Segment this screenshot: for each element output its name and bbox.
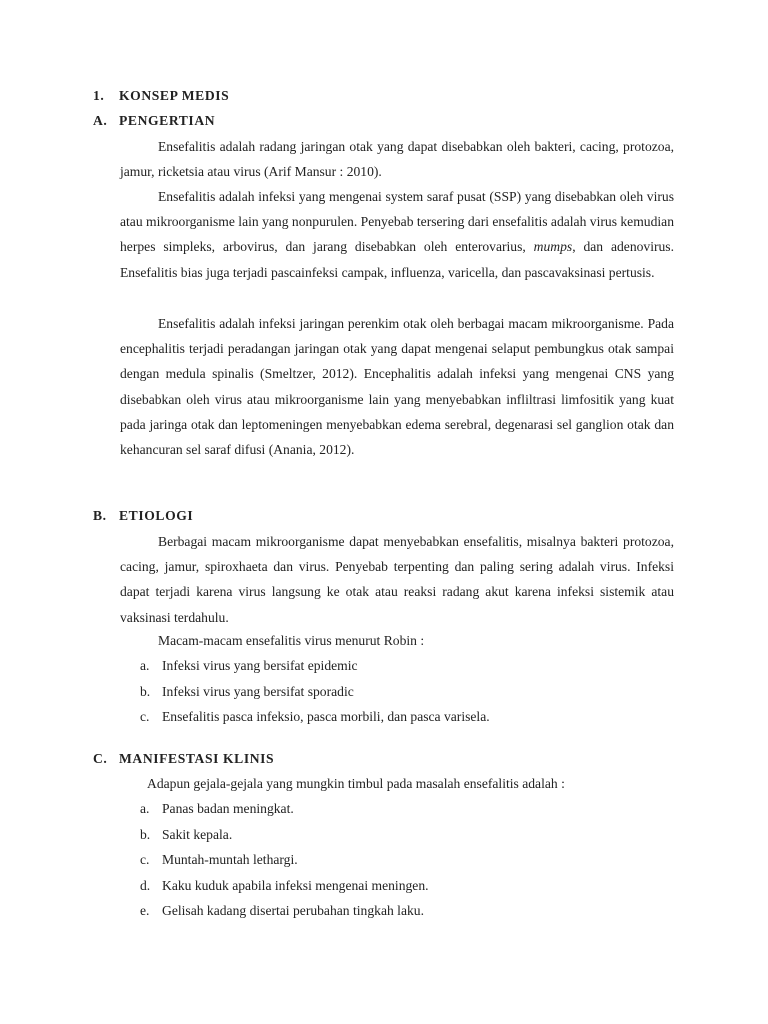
list-item: a. Panas badan meningkat. <box>140 801 294 816</box>
section-b-heading <box>93 508 193 524</box>
pengertian-paragraph-2: Ensefalitis adalah infeksi yang mengenai system saraf pusat (SSP) yang disebabkan oleh virus atau mikroorganisme lain yang nonpurulen. Penyebab tersering dari ensefalitis adalah virus kemudian herpes simpleks, arbovirus, dan jarang disebabkan oleh enterovarius, mumps, dan adenovirus. Ensefalitis bias juga terjadi pascainfeksi campak, influenza, varicella, dan pascavaksinasi pertusis. <box>120 189 674 280</box>
list-item: b. Sakit kepala. <box>140 827 233 842</box>
pengertian-paragraph-3: Ensefalitis adalah infeksi jaringan perenkim otak oleh berbagai macam mikroorganisme. Pada encephalitis terjadi peradangan jaringan otak yang dapat mengenai selaput pembungkus otak sampai dengan medula spinalis (Smeltzer, 2012). Encephalitis adalah infeksi yang mengenai CNS yang disebabkan oleh virus atau mikroorganisme lain yang menyebabkan infliltrasi limfositik yang kuat pada jaringa otak dan leptomeningen menyebabkan edema serebral, degenarasi sel ganglion otak dan kehancuran sel saraf difusi (Anania, 2012). <box>120 316 674 458</box>
list-item: c. Muntah-muntah lethargi. <box>140 852 298 867</box>
italic-term: mumps <box>533 239 573 255</box>
section-title: PENGERTIAN <box>119 113 216 128</box>
section-1-heading <box>93 88 229 104</box>
list-item: d. Kaku kuduk apabila infeksi mengenai meningen. <box>140 878 429 893</box>
section-number: 1. <box>93 88 105 103</box>
section-letter: C. <box>93 751 108 766</box>
list-item: c. Ensefalitis pasca infeksio, pasca morbili, dan pasca varisela. <box>140 709 490 724</box>
section-a-heading <box>93 113 215 129</box>
pengertian-paragraph-1: Ensefalitis adalah radang jaringan otak yang dapat disebabkan oleh bakteri, cacing, protozoa, jamur, ricketsia atau virus (Arif Mansur : 2010). <box>120 139 674 180</box>
section-title: ETIOLOGI <box>119 508 194 523</box>
list-item: b. Infeksi virus yang bersifat sporadic <box>140 684 354 699</box>
section-title: KONSEP MEDIS <box>119 88 230 103</box>
manifestasi-list-intro: Adapun gejala-gejala yang mungkin timbul pada masalah ensefalitis adalah : <box>147 776 565 791</box>
section-c-heading <box>93 751 274 767</box>
etiologi-paragraph: Berbagai macam mikroorganisme dapat menyebabkan ensefalitis, misalnya bakteri protozoa, cacing, jamur, spiroxhaeta dan virus. Penyebab terpenting dan paling sering adalah virus. Infeksi dapat terjadi karena virus langsung ke otak atau reaksi radang akut karena infeksi sistemik atau vaksinasi terdahulu. <box>120 534 674 625</box>
section-letter: A. <box>93 113 108 128</box>
section-letter: B. <box>93 508 107 523</box>
list-item: a. Infeksi virus yang bersifat epidemic <box>140 658 358 673</box>
etiologi-list-intro: Macam-macam ensefalitis virus menurut Robin : <box>158 633 425 648</box>
section-title: MANIFESTASI KLINIS <box>119 751 275 766</box>
list-item: e. Gelisah kadang disertai perubahan tingkah laku. <box>140 903 424 918</box>
